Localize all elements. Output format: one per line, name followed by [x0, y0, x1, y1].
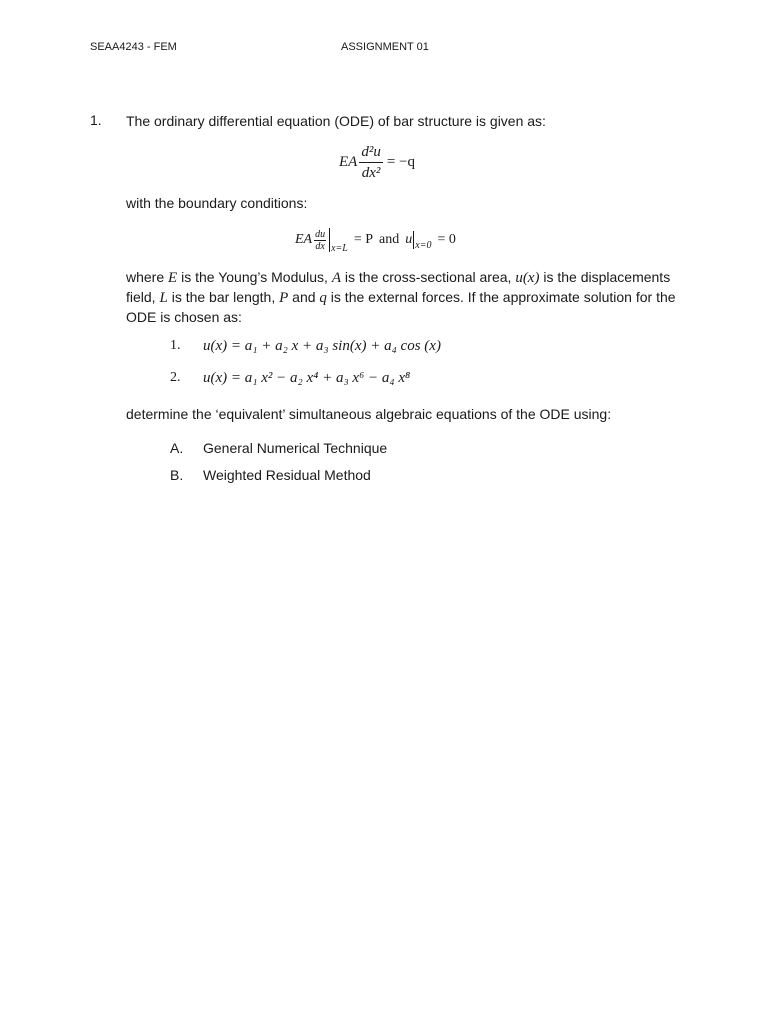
method-text: Weighted Residual Method: [203, 467, 371, 483]
variable-definitions: [126, 268, 682, 327]
page-header: [0, 41, 768, 57]
boundary-conditions: [295, 222, 456, 258]
where-text-7: is the external forces. If the approximate solution for the ODE is chosen as:: [126, 289, 676, 325]
bc-derivative: [314, 229, 326, 252]
solution-label: 1.: [170, 338, 181, 353]
where-text-2: is the Young’s Modulus,: [177, 269, 332, 285]
method-label: B.: [170, 467, 184, 483]
solution-label: 2.: [170, 370, 181, 385]
var-A: A: [331, 270, 342, 286]
where-text-4: is the displacements field,: [126, 269, 671, 305]
ode-denominator: dx²: [361, 164, 381, 181]
where-text-5: is the bar length,: [167, 289, 280, 305]
method-label: A.: [170, 440, 184, 456]
solution-expression: u(x) = a₁ x² − a₂ x⁴ + a₃ x⁶ − a₄ x⁸: [203, 370, 411, 386]
ode-derivative: [359, 143, 383, 182]
var-q: q: [319, 290, 327, 306]
bc-rhs-2: = 0: [437, 232, 456, 247]
bc-var-2: u: [405, 232, 413, 247]
var-L: L: [159, 290, 168, 306]
assignment-title: ASSIGNMENT 01: [341, 41, 429, 53]
method-text: General Numerical Technique: [203, 440, 388, 456]
where-text-6: and: [288, 289, 320, 305]
bc-joiner: and: [379, 232, 400, 247]
bc-coefficient: EA: [295, 232, 313, 247]
bc-numerator: du: [315, 228, 326, 240]
bc-intro: with the boundary conditions:: [126, 195, 308, 211]
var-ux: u(x): [515, 270, 540, 286]
ode-numerator: d²u: [359, 143, 383, 163]
question-intro: The ordinary differential equation (ODE) of bar structure is given as:: [126, 113, 546, 129]
determine-text: determine the ‘equivalent’ simultaneous algebraic equations of the ODE using:: [126, 406, 612, 422]
ode-equation: [0, 138, 768, 186]
bc-eval-bar: [329, 228, 330, 252]
var-E: E: [168, 270, 178, 286]
ode-rhs: = −q: [386, 153, 415, 170]
bc-eval-point-2: x=0: [415, 239, 432, 251]
bc-eval-point-1: x=L: [331, 242, 348, 254]
var-P: P: [279, 290, 289, 306]
course-code: SEAA4243 - FEM: [90, 41, 177, 53]
where-text-3: is the cross-sectional area,: [341, 269, 516, 285]
question-number: 1.: [90, 112, 102, 128]
solution-expression: u(x) = a₁ + a₂ x + a₃ sin(x) + a₄ cos (x): [203, 338, 441, 354]
where-text-1: where: [126, 269, 169, 285]
bc-rhs-1: = P: [353, 232, 374, 247]
ode-coefficient: EA: [339, 153, 358, 170]
bc-denominator: dx: [315, 240, 325, 252]
